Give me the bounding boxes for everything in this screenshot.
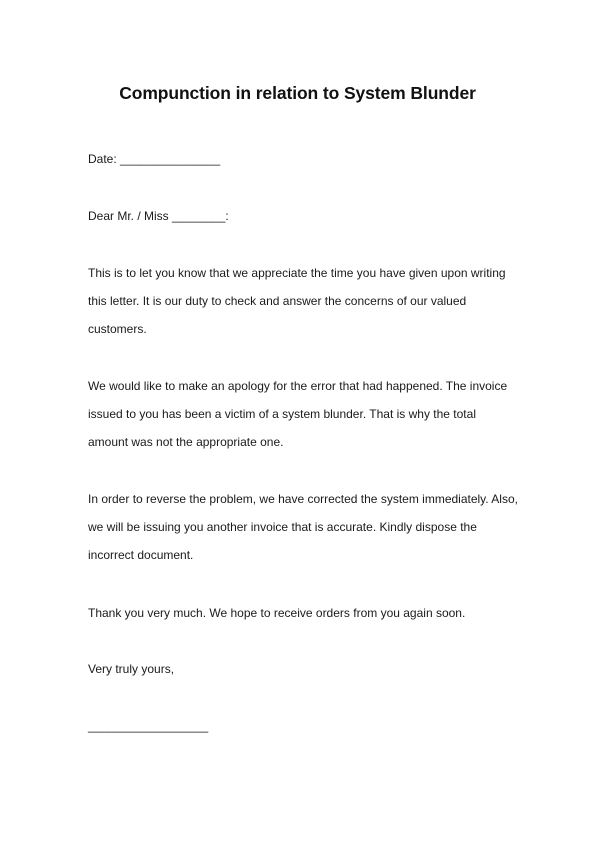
signature-line: __________________ bbox=[88, 719, 209, 733]
paragraph-3-line-2: we will be issuing you another invoice that is accurate. Kindly dispose the bbox=[88, 520, 477, 534]
date-line: Date: _______________ bbox=[88, 152, 221, 166]
paragraph-1-line-1: This is to let you know that we appreciate the time you have given upon writing bbox=[88, 266, 506, 280]
salutation: Dear Mr. / Miss ________: bbox=[88, 209, 229, 223]
paragraph-3-line-1: In order to reverse the problem, we have corrected the system immediately. Also, bbox=[88, 492, 518, 506]
paragraph-1-line-2: this letter. It is our duty to check and answer the concerns of our valued bbox=[88, 294, 467, 308]
paragraph-3-line-3: incorrect document. bbox=[88, 548, 194, 562]
closing: Very truly yours, bbox=[88, 662, 175, 676]
letter-title: Compunction in relation to System Blunder bbox=[119, 83, 476, 103]
paragraph-2-line-2: issued to you has been a victim of a system blunder. That is why the total bbox=[88, 407, 476, 421]
paragraph-1-line-3: customers. bbox=[88, 322, 147, 336]
paragraph-4: Thank you very much. We hope to receive orders from you again soon. bbox=[88, 606, 466, 620]
paragraph-2-line-1: We would like to make an apology for the error that had happened. The invoice bbox=[88, 379, 508, 393]
paragraph-2-line-3: amount was not the appropriate one. bbox=[88, 435, 284, 449]
